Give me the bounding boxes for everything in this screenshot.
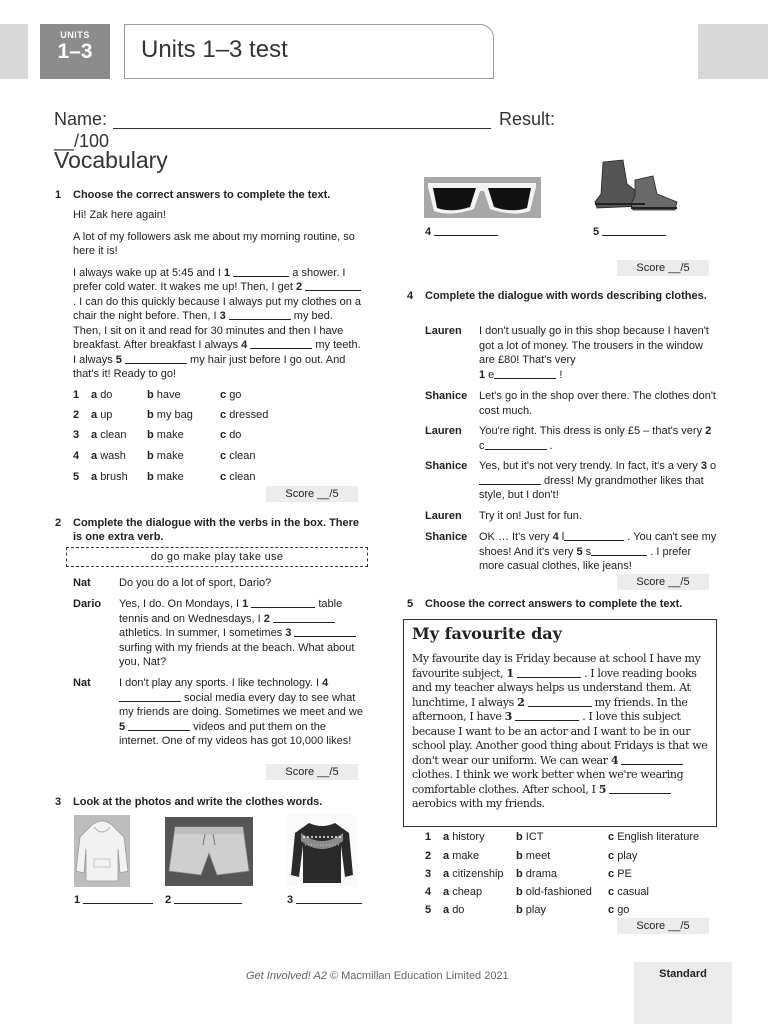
shorts-photo [165,817,253,886]
q5-option-b[interactable]: b old-fashioned [516,886,592,898]
option-text: ICT [525,831,544,843]
text-segment: . I can do this quickly because I always put my clothes on a chair the night before. Then, I [73,295,361,322]
option-text: go [617,904,630,916]
gap-number: 3 [285,627,292,639]
gap-number: 4 [322,677,329,689]
option-text: make [156,450,184,462]
q1-option-a[interactable]: a wash [91,450,126,462]
question-3-instruction [55,795,373,809]
q5-option-b[interactable]: b ICT [516,831,544,843]
q5-gap-2[interactable] [528,697,592,707]
text-segment: dress! My grandmother likes that style, but I don't! [479,474,704,501]
option-text: make [452,850,480,862]
text-segment: my hair just before I go out. And that's it! Ready to go! [73,353,346,380]
speaker-nat: Nat [73,677,91,689]
instruction-text: Complete the dialogue with words describing clothes. [425,290,707,302]
option-number: 3 [73,429,80,441]
q1-option-row [73,428,79,443]
option-text: English literature [617,831,700,843]
question-1-instruction [55,188,363,202]
q4-line-3 [479,424,717,453]
q1-text-p2: A lot of my followers ask me about my morning routine, so here it is! [73,230,355,257]
text-segment: a shower. I prefer cold water. It wakes me up! Then, I get [73,266,346,293]
text-segment: videos and put them on the internet. One of my videos has got 10,000 likes! [119,720,352,747]
q4-line-6 [479,530,717,574]
sunglasses-photo [424,177,541,218]
hoodie-photo [74,815,130,887]
option-text: make [156,429,184,441]
gap-number: 1 [506,666,514,680]
q5-option-c[interactable]: c English literature [608,831,700,843]
option-text: clean [229,450,256,462]
q5-gap-3[interactable] [515,711,579,721]
option-text: casual [617,886,649,898]
option-number: 2 [73,409,80,421]
header-grey-tab-right [698,24,768,79]
q5-option-a[interactable]: a cheap [443,886,483,898]
q1-option-c[interactable]: c clean [220,471,256,483]
text-segment: my friends. In the afternoon, I have [412,695,688,723]
gap-number: 1 [224,266,231,279]
text-segment: OK … It's very [479,531,553,543]
word-box: do go make play take use [66,547,368,567]
option-text: meet [525,850,551,862]
q1-text-p3 [73,266,363,382]
gap-number: 4 [610,753,619,767]
option-number: 3 [425,868,432,880]
option-number: 2 [425,850,432,862]
text-segment: . I love reading books and my teacher always helps us understand them. At lunchtime, I always [412,666,697,709]
photo-label-1 [74,893,153,908]
option-text: have [156,389,181,401]
q1-option-a[interactable]: a brush [91,471,128,483]
q1-option-c[interactable]: c clean [220,450,256,462]
units-badge-label: UNITS [60,30,90,40]
units-badge-number: 1–3 [57,40,93,63]
gap-number: 5 [576,545,583,558]
speaker-shanice: Shanice [425,531,468,543]
gap-number: 2 [295,281,303,293]
q1-option-c[interactable]: c go [220,389,242,401]
q5-option-a[interactable]: a history [443,831,485,843]
question-2-instruction [55,516,363,544]
text-segment: e [485,368,495,381]
units-badge [40,24,110,79]
gap-number: 2 [517,695,525,709]
result-label: Result: __/100 [54,109,556,151]
gap-number: 3 [700,460,707,472]
option-text: do [229,429,242,441]
photo-label-3 [287,893,362,908]
text-segment: l [558,531,565,543]
question-4-instruction [407,289,715,303]
text-segment: social media every day to see what my friends are doing. Sometimes we meet and we [119,691,363,718]
q1-gap-3[interactable] [229,310,291,320]
q5-option-a[interactable]: a make [443,850,480,862]
q1-gap-1[interactable] [233,267,289,277]
q2-line-1: Do you do a lot of sport, Dario? [119,577,272,589]
q1-option-b[interactable]: b make [147,429,184,441]
instruction-text: Look at the photos and write the clothes words. [73,796,323,808]
q1-option-a[interactable]: a do [91,389,113,401]
gap-number: 3 [504,710,512,723]
text-segment: clothes. I think we work better when we're wearing comfortable clothes. After school, I [412,768,684,796]
option-number: 5 [73,471,80,483]
q1-option-b[interactable]: b make [147,471,184,483]
option-text: dressed [229,409,269,421]
q1-text-p1: Hi! Zak here again! [73,209,166,221]
gap-number: 5 [119,720,126,733]
speaker-shanice: Shanice [425,390,468,402]
q5-gap-5[interactable] [609,784,671,794]
text-segment: . I love this subject because I want to be an actor and I want to be in our school play. Another good thing about Fridays is that we don't wear our uniform. We can wear [412,710,708,767]
text-segment: ! [556,368,563,381]
speaker-lauren: Lauren [425,325,462,337]
question-number: 5 [407,598,414,610]
q5-option-a[interactable]: a citizenship [443,868,504,880]
q5-option-c[interactable]: c play [608,850,638,862]
option-text: clean [100,429,127,441]
speaker-nat: Nat [73,577,91,589]
q4-line-2: Let's go in the shop over there. The clothes don't cost much. [479,390,716,417]
option-text: wash [100,450,126,462]
q5-option-c[interactable]: c PE [608,868,632,880]
instruction-text: Choose the correct answers to complete the text. [73,189,331,201]
q2-gap-4[interactable] [119,692,181,702]
question-number: 3 [55,796,62,808]
speaker-lauren: Lauren [425,510,462,522]
gap-number: 1 [479,368,486,381]
option-text: up [100,409,113,421]
q1-option-b[interactable]: b my bag [147,409,193,421]
speaker-shanice: Shanice [425,460,468,472]
label-number: 1 [74,894,81,906]
q1-gap-4[interactable] [250,339,312,349]
q5-gap-1[interactable] [517,668,581,678]
gap-number: 5 [115,353,122,366]
q5-option-a[interactable]: a do [443,904,465,916]
q4-line-5: Try it on! Just for fun. [479,510,582,522]
q3-score-box: Score __/5 [617,260,709,276]
option-text: play [525,904,546,916]
option-text: drama [525,868,557,880]
q4-gap-1[interactable] [494,369,556,379]
story-title: My favourite day [412,624,562,643]
text-segment: aerobics with my friends. [412,797,545,810]
text-segment: surfing with my friends at the beach. What about you, Nat? [119,641,355,668]
q5-option-row [425,885,431,900]
q5-option-b[interactable]: b meet [516,850,551,862]
q1-option-a[interactable]: a up [91,409,113,421]
gap-number: 5 [598,782,607,796]
q1-option-a[interactable]: a clean [91,429,127,441]
text-segment: my teeth. I always [73,339,361,366]
text-segment: my bed. Then, I sit on it and read for 30 minutes and then I have breakfast. After breakfast I always [73,310,344,351]
q5-option-row [425,867,431,882]
text-segment: I always wake up at 5:45 and I [73,266,225,279]
photo-label-2 [165,893,242,908]
q4-gap-5[interactable] [591,546,647,556]
q3-answer-2[interactable] [174,894,242,904]
label-number: 5 [593,226,600,238]
section-title: Vocabulary [54,147,168,173]
level-badge: Standard [634,962,732,1024]
option-text: brush [100,471,128,483]
q5-option-row [425,849,431,864]
speaker-dario: Dario [73,598,102,610]
name-label: Name: [54,109,108,129]
photo-label-5 [593,225,666,240]
option-text: do [100,389,113,401]
text-segment: o [706,460,717,472]
q4-score-box: Score __/5 [617,574,709,590]
option-number: 1 [73,389,80,401]
q3-answer-4[interactable] [434,226,498,236]
option-number: 4 [73,450,80,462]
speaker-lauren: Lauren [425,425,462,437]
option-text: old-fashioned [525,886,592,898]
option-text: play [617,850,638,862]
q2-gap-5[interactable] [128,721,190,731]
q4-line-1 [479,324,717,382]
footer-book-title: Get Involved! A2 [246,970,327,982]
q1-score-box: Score __/5 [266,486,358,502]
q2-gap-3[interactable] [294,627,356,637]
q5-option-row [425,830,431,845]
text-segment: s [582,545,592,558]
q1-option-c[interactable]: c dressed [220,409,269,421]
q5-option-row [425,903,431,918]
q2-score-box: Score __/5 [266,764,358,780]
instruction-text: Complete the dialogue with the verbs in the box. There is one extra verb. [73,517,360,543]
text-segment: athletics. In summer, I sometimes [119,627,286,639]
text-segment: Yes, but it's not very trendy. In fact, it's a very [479,460,701,472]
gap-number: 2 [263,612,270,625]
text-segment: My favourite day is Friday because at school I have my favourite subject, [412,652,701,680]
q1-option-row [73,408,79,423]
name-field[interactable] [113,128,491,129]
q2-gap-1[interactable] [251,598,315,608]
option-text: my bag [156,409,193,421]
text-segment: You're right. This dress is only £5 – that's very [479,425,706,437]
footer-copyright [246,969,509,984]
q1-option-c[interactable]: c do [220,429,242,441]
q1-option-row [73,388,79,403]
q4-gap-3[interactable] [479,475,541,485]
instruction-text: Choose the correct answers to complete the text. [425,598,683,610]
footer-copyright-text: © Macmillan Education Limited 2021 [326,970,509,982]
option-number: 5 [425,904,432,916]
text-segment: Yes, I do. On Mondays, I [119,598,243,610]
question-number: 4 [407,290,414,302]
text-segment: . [546,439,553,452]
q4-gap-4[interactable] [564,531,624,541]
option-text: make [156,471,184,483]
photo-label-4 [425,225,498,240]
q1-option-row [73,470,79,485]
option-text: clean [229,471,256,483]
q5-option-c[interactable]: c casual [608,886,649,898]
q3-answer-5[interactable] [602,226,666,236]
gap-number: 3 [219,310,226,322]
gap-number: 2 [705,425,712,437]
text-segment: table tennis and on Wednesdays, I [119,598,343,625]
question-1 [55,188,363,389]
boots-photo [593,158,683,214]
q4-gap-2[interactable] [485,440,547,450]
q5-option-b[interactable]: b drama [516,868,557,880]
option-text: history [452,831,485,843]
q1-gap-2[interactable] [305,281,361,291]
label-number: 4 [425,226,432,238]
option-text: citizenship [452,868,504,880]
q2-line-2 [119,597,365,670]
header-grey-tab-left [0,24,28,79]
q4-line-4 [479,459,717,503]
label-number: 3 [287,894,294,906]
q2-line-3 [119,676,365,749]
gap-number: 1 [242,598,249,610]
text-segment: I don't play any sports. I like technology. I [119,677,323,689]
option-text: go [229,389,242,401]
q5-option-c[interactable]: c go [608,904,630,916]
question-5-instruction [407,597,715,611]
q3-answer-1[interactable] [83,894,153,904]
jumper-photo [287,815,357,887]
story-text [412,652,708,812]
page-title: Units 1–3 test [124,24,494,79]
q5-gap-4[interactable] [621,755,683,765]
text-segment: . You can't see my shoes! And it's very [479,531,717,558]
option-text: cheap [452,886,483,898]
q1-option-b[interactable]: b make [147,450,184,462]
story-box [403,619,717,827]
gap-number: 4 [241,339,248,351]
text-segment: I don't usually go in this shop because I haven't got a lot of money. The trousers in the window are £80! That's very [479,325,709,366]
q1-option-b[interactable]: b have [147,389,181,401]
option-text: do [452,904,465,916]
text-segment: c [479,439,485,452]
q2-gap-2[interactable] [273,613,335,623]
gap-number: 4 [552,531,559,543]
q5-score-box: Score __/5 [617,918,709,934]
question-number: 2 [55,517,62,529]
option-text: PE [617,868,632,880]
q3-answer-3[interactable] [296,894,362,904]
q5-option-b[interactable]: b play [516,904,546,916]
label-number: 2 [165,894,172,906]
option-number: 4 [425,886,432,898]
q1-option-row [73,449,79,464]
question-number: 1 [55,189,62,201]
text-segment: . I prefer more casual clothes, like jeans! [479,545,692,572]
option-number: 1 [425,831,432,843]
q1-gap-5[interactable] [125,354,187,364]
